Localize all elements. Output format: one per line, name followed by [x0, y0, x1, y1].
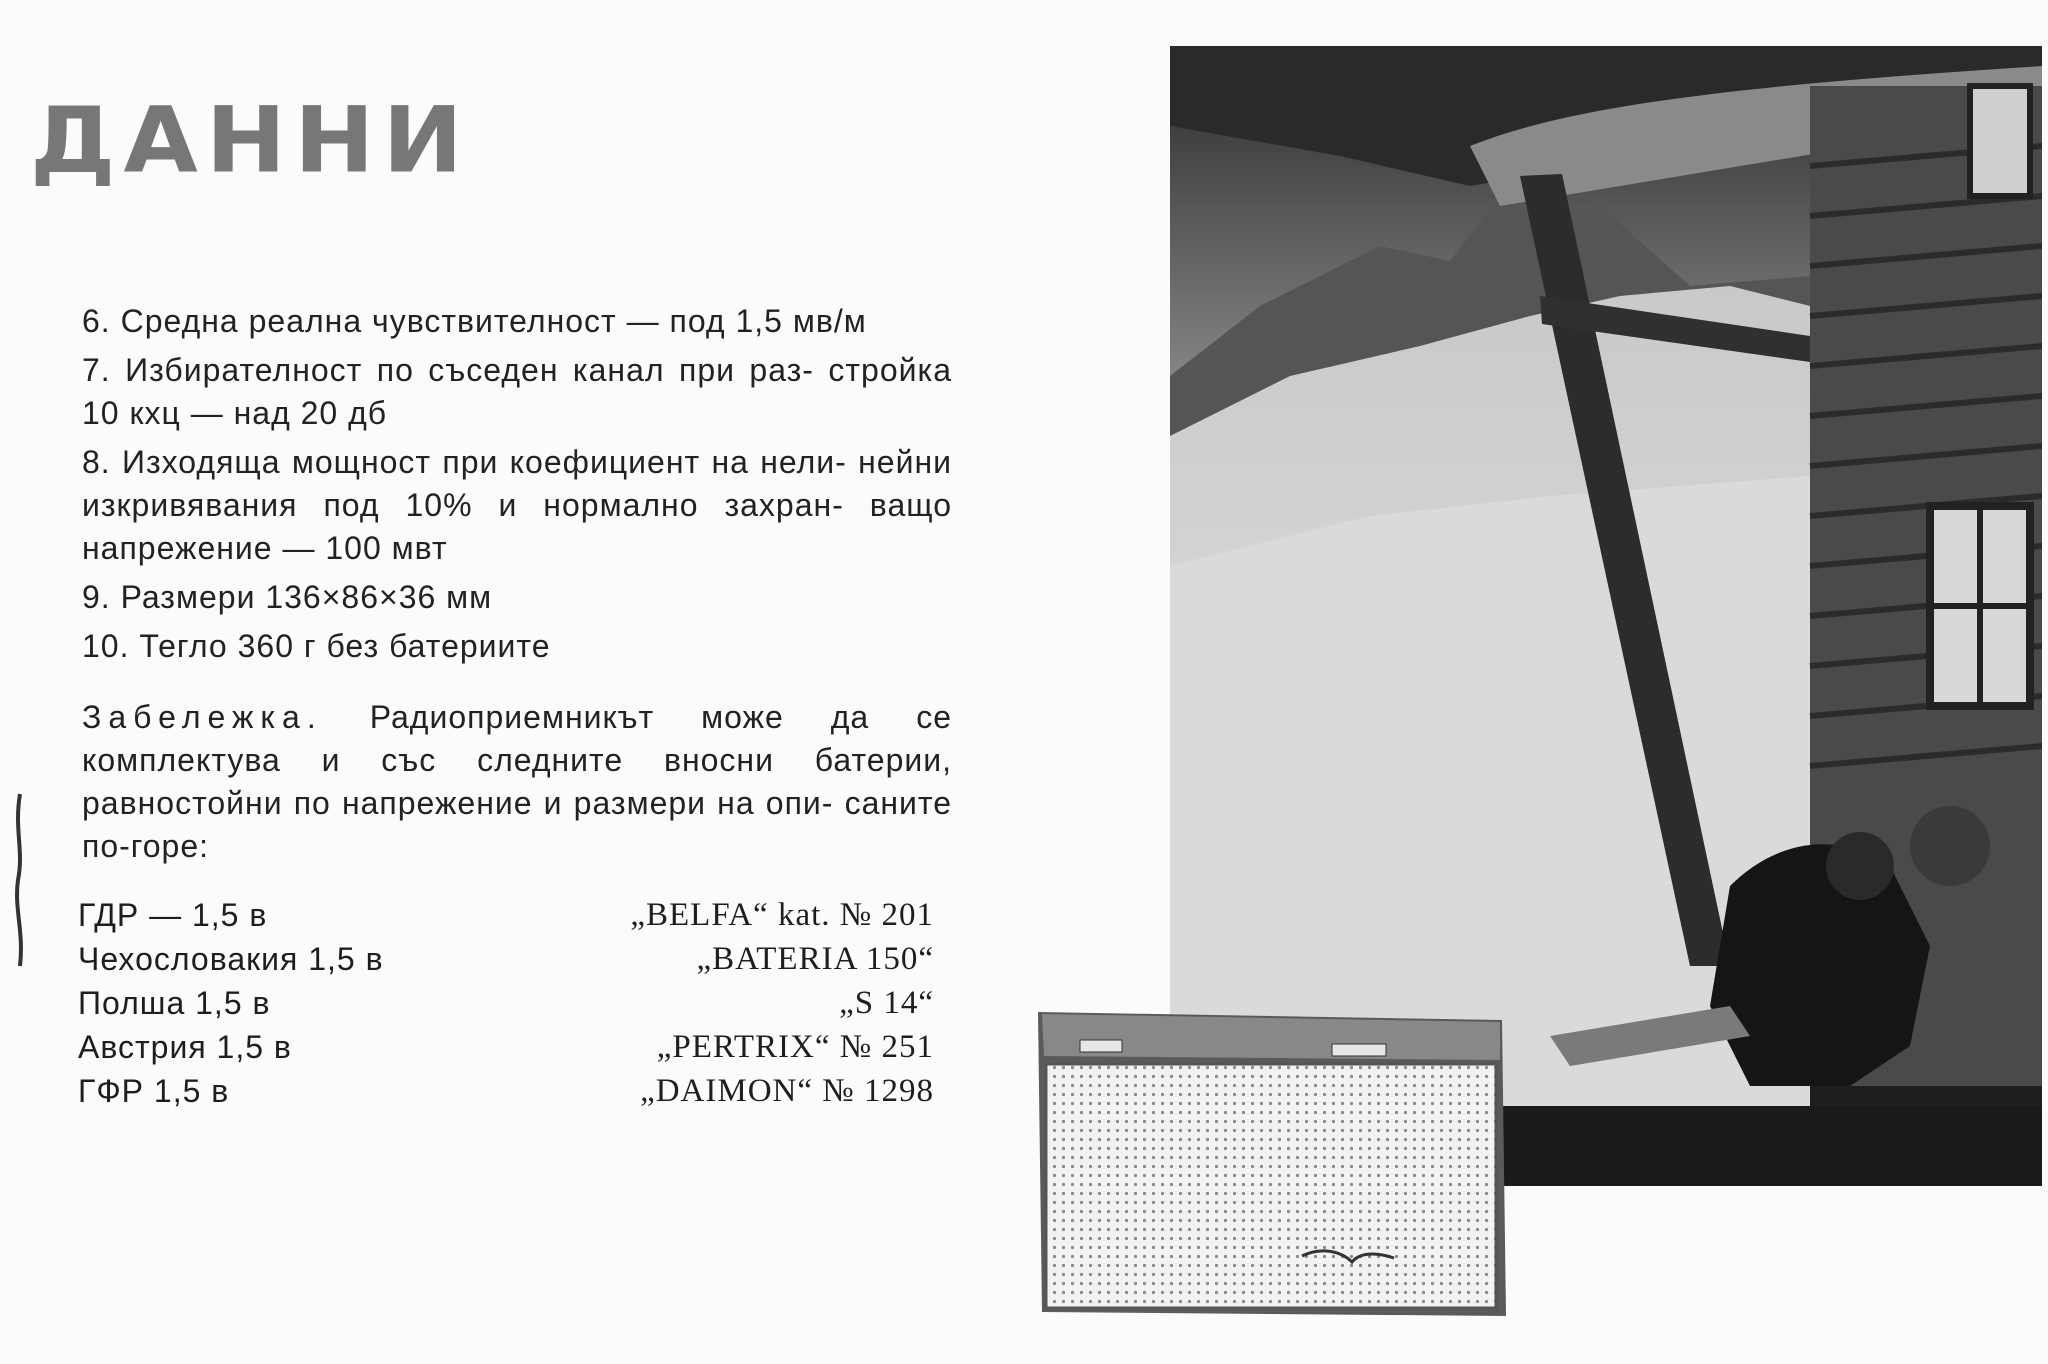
spec-list — [82, 300, 952, 900]
battery-model: „BATERIA 150“ — [696, 940, 934, 977]
battery-table — [78, 893, 934, 1113]
battery-row — [78, 1025, 934, 1069]
battery-country: Полша 1,5 в — [78, 984, 271, 1021]
spec-item: 6. Средна реална чувствителност — под 1,5 мв/м — [82, 303, 867, 339]
transistor-radio-illustration — [1032, 1000, 1510, 1322]
battery-country: Чехословакия 1,5 в — [78, 940, 384, 977]
battery-country: ГДР — 1,5 в — [78, 896, 268, 933]
note-label: Забележка. — [82, 699, 323, 735]
battery-row — [78, 893, 934, 937]
battery-row — [78, 1069, 934, 1113]
battery-model: „BELFA“ kat. № 201 — [630, 896, 934, 933]
note-paragraph — [82, 696, 952, 868]
battery-model: „DAIMON“ № 1298 — [640, 1072, 934, 1109]
battery-country: ГФР 1,5 в — [78, 1072, 230, 1109]
battery-row — [78, 981, 934, 1025]
battery-model: „S 14“ — [839, 984, 934, 1021]
spec-item: 10. Тегло 360 г без батериите — [82, 628, 551, 664]
staple-binding-icon — [12, 790, 28, 970]
battery-model: „PERTRIX“ № 251 — [656, 1028, 934, 1065]
note-text: Радиоприемникът може да се комплектува и със следните вносни батерии, равностойни по напрежение и размери на опи- саните по-горе: — [82, 699, 952, 864]
spec-item: 8. Изходяща мощност при коефициент на нели- нейни изкривявания под 10% и нормално захран- ващо напрежение — 100 мвт — [82, 444, 952, 566]
battery-country: Австрия 1,5 в — [78, 1028, 292, 1065]
spec-item: 7. Избирателност по съседен канал при раз- стройка 10 кхц — над 20 дб — [82, 352, 952, 431]
battery-row — [78, 937, 934, 981]
spec-item: 9. Размери 136×86×36 мм — [82, 579, 493, 615]
page-title: ДАННИ — [30, 86, 471, 194]
